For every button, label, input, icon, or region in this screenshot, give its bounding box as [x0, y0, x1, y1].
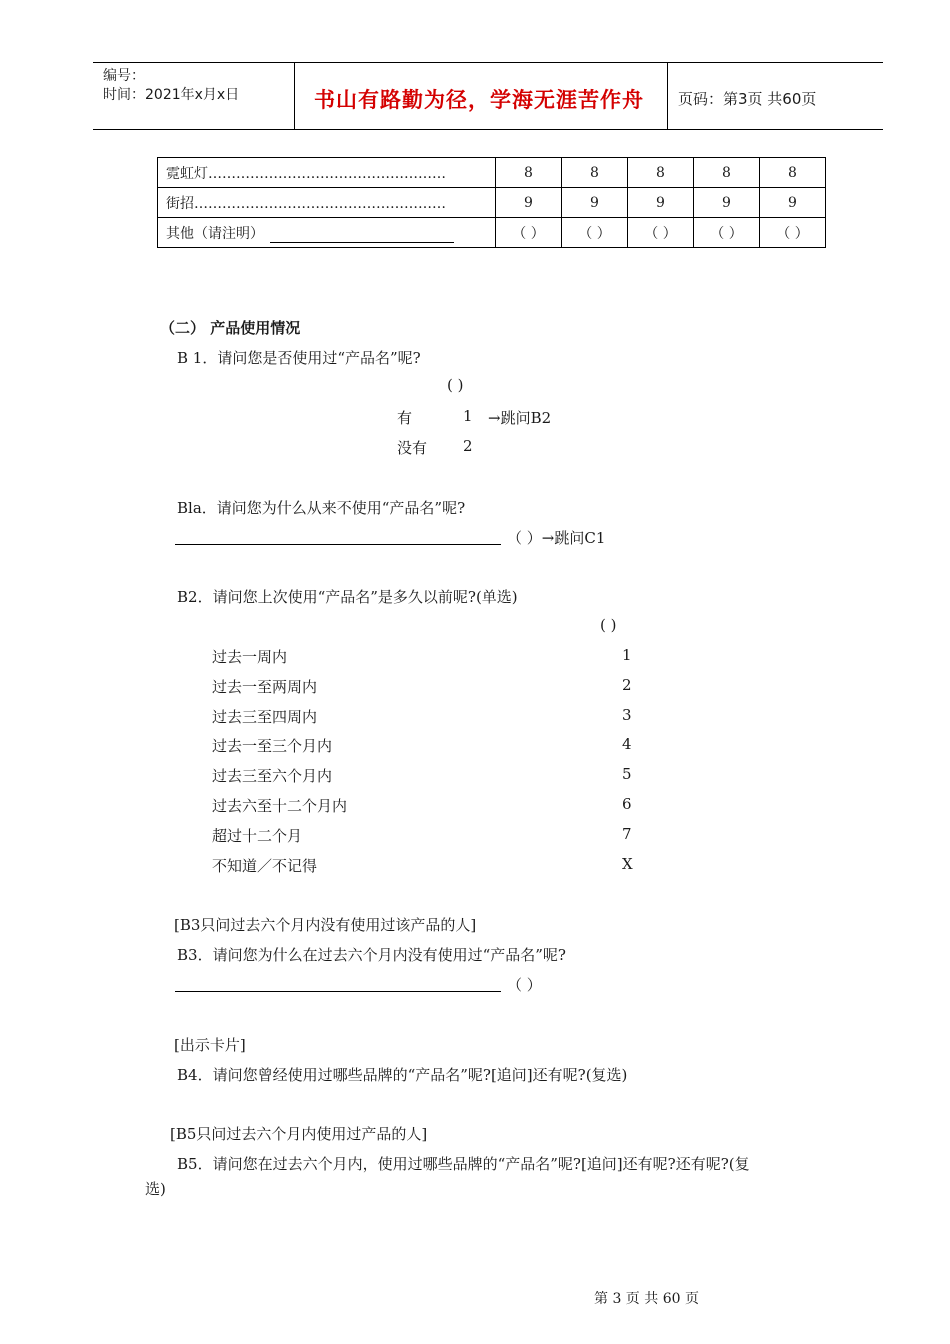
table-cell: 9 — [628, 188, 694, 218]
b3-question: B3．请问您为什么在过去六个月内没有使用过“产品名”呢? — [177, 946, 566, 964]
table-row — [158, 218, 826, 248]
table-cell: 9 — [760, 188, 826, 218]
table-cell: （ ） — [562, 218, 628, 248]
section-heading: （二） 产品使用情况 — [160, 319, 301, 337]
row-label-other — [158, 218, 496, 248]
b2-option-label: 过去三至六个月内 — [212, 767, 333, 785]
row-label: 霓虹灯…………………………………………… — [158, 158, 496, 188]
table-cell: （ ） — [496, 218, 562, 248]
b2-option-label: 过去一至三个月内 — [212, 737, 333, 755]
b2-option-label: 不知道／不记得 — [212, 857, 318, 875]
table-row — [158, 158, 826, 188]
b2-option-code: 7 — [622, 825, 632, 843]
b1-option-label: 没有 — [397, 439, 428, 457]
media-table — [157, 157, 826, 248]
table-cell: 8 — [628, 158, 694, 188]
table-cell: （ ） — [694, 218, 760, 248]
b2-question: B2．请问您上次使用“产品名”是多久以前呢?(单选) — [177, 588, 518, 606]
table-cell: 8 — [496, 158, 562, 188]
b1a-question: Bla．请问您为什么从来不使用“产品名”呢? — [177, 499, 466, 517]
b1a-answer-line[interactable] — [175, 544, 501, 545]
b2-option-code: X — [622, 855, 633, 873]
b1-option-route: →跳问B2 — [488, 409, 552, 427]
header-number-label: 编号： — [103, 68, 145, 84]
b2-option-label: 超过十二个月 — [212, 827, 303, 845]
b1-answer-paren: ( ) — [447, 376, 464, 394]
header-motto: 书山有路勤为径，学海无涯苦作舟 — [314, 88, 644, 112]
table-cell: 8 — [694, 158, 760, 188]
b2-answer-paren: ( ) — [600, 616, 617, 634]
b1-option-code: 1 — [463, 407, 473, 425]
b5-filter-note: [B5只问过去六个月内使用过产品的人] — [170, 1125, 428, 1143]
header-top-rule — [93, 62, 883, 63]
b3-filter-note: [B3只问过去六个月内没有使用过该产品的人] — [174, 916, 477, 934]
header-divider-left — [294, 62, 295, 130]
header-time: 时间：2021年x月x日 — [103, 87, 240, 103]
b4-question: B4．请问您曾经使用过哪些品牌的“产品名”呢?[追问]还有呢?(复选) — [177, 1066, 628, 1084]
b2-option-code: 6 — [622, 795, 632, 813]
header-bottom-rule — [93, 129, 883, 130]
b2-option-label: 过去一至两周内 — [212, 678, 318, 696]
b5-question-line1: B5．请问您在过去六个月内，使用过哪些品牌的“产品名”呢?[追问]还有呢?还有呢?(复 — [177, 1155, 750, 1173]
b5-question-line2: 选) — [145, 1180, 166, 1198]
table-cell: （ ） — [628, 218, 694, 248]
b2-option-code: 5 — [622, 765, 632, 783]
table-row — [158, 188, 826, 218]
b4-card-note: [出示卡片] — [174, 1036, 246, 1054]
table-cell: （ ） — [760, 218, 826, 248]
header-page-info: 页码：第3页 共60页 — [678, 90, 817, 108]
table-cell: 8 — [562, 158, 628, 188]
b1-option-code: 2 — [463, 437, 473, 455]
header-divider-right — [667, 62, 668, 130]
b1a-answer-suffix: （ ）→跳问C1 — [507, 529, 606, 547]
b3-answer-suffix: （ ） — [507, 976, 542, 994]
b2-option-label: 过去六至十二个月内 — [212, 797, 348, 815]
table-cell: 8 — [760, 158, 826, 188]
b2-option-code: 2 — [622, 676, 632, 694]
b2-option-label: 过去一周内 — [212, 648, 288, 666]
b2-option-code: 3 — [622, 706, 632, 724]
b3-answer-line[interactable] — [175, 991, 501, 992]
fill-in-line[interactable] — [270, 228, 454, 243]
b1-option-label: 有 — [397, 409, 413, 427]
b2-option-code: 4 — [622, 735, 632, 753]
other-label-text: 其他（请注明） — [166, 225, 264, 242]
b1-question: B 1．请问您是否使用过“产品名”呢? — [177, 349, 421, 367]
footer-page-number: 第 3 页 共 60 页 — [594, 1291, 699, 1307]
row-label: 街招……………………………………………… — [158, 188, 496, 218]
table-cell: 9 — [694, 188, 760, 218]
table-cell: 9 — [496, 188, 562, 218]
b2-option-label: 过去三至四周内 — [212, 708, 318, 726]
b2-option-code: 1 — [622, 646, 632, 664]
table-cell: 9 — [562, 188, 628, 218]
